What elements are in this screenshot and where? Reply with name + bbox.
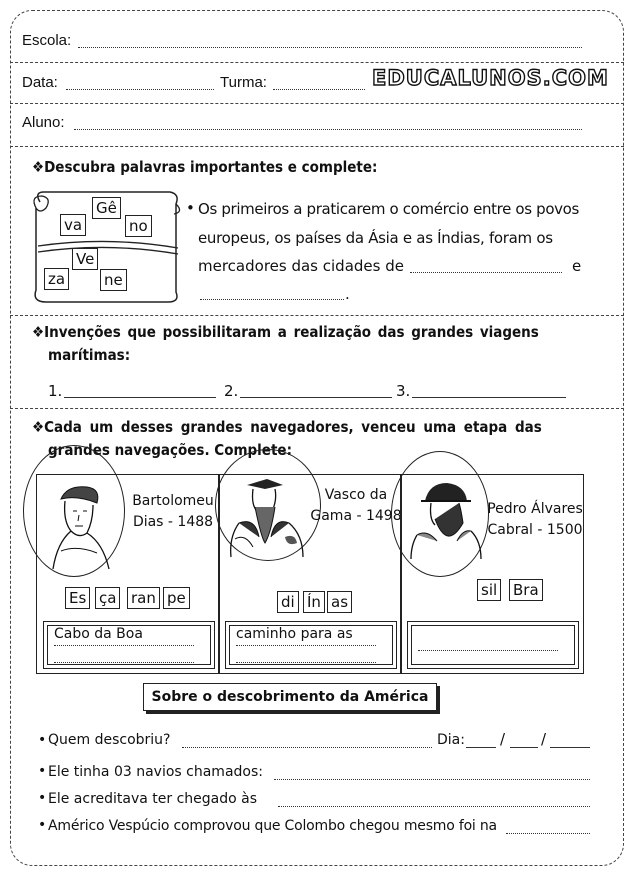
answer-line xyxy=(236,662,376,663)
q4-line: Ele tinha 03 navios chamados: xyxy=(48,764,263,780)
date-slash: / xyxy=(500,730,506,748)
q4-line: Quem descobriu? xyxy=(48,732,171,748)
section-title-box: Sobre o descobrimento da América xyxy=(143,683,437,711)
header-divider xyxy=(10,62,624,64)
data-label: Data: xyxy=(22,74,58,91)
syllable-box: za xyxy=(44,268,69,290)
syllable-box: di xyxy=(277,591,299,613)
escola-label: Escola: xyxy=(22,32,72,49)
syllable-box: Es xyxy=(65,587,90,609)
q4-line: Américo Vespúcio comprovou que Colombo chegou mesmo foi na xyxy=(48,818,497,834)
header-divider xyxy=(10,103,624,105)
question-2-title: marítimas: xyxy=(48,346,131,364)
syllable-box: ne xyxy=(100,269,127,291)
answer-line xyxy=(236,645,376,646)
bullet: • xyxy=(38,790,47,806)
answer-line xyxy=(64,396,216,398)
q1-text-line: Os primeiros a praticarem o comércio entre os povos xyxy=(198,200,579,218)
answer-text: Cabo da Boa xyxy=(54,626,143,642)
syllable-box: no xyxy=(125,215,152,237)
answer-line xyxy=(466,746,496,748)
bullet: • xyxy=(38,817,47,833)
navigator-name-line: Dias - 1488 xyxy=(132,514,214,530)
syllable-box: as xyxy=(327,591,352,613)
answer-line xyxy=(410,271,562,273)
section-divider xyxy=(10,315,624,317)
syllable-box: va xyxy=(60,214,86,236)
q1-text-end: . xyxy=(345,285,350,303)
syllable-box: pe xyxy=(163,587,190,609)
q1-text-line: europeus, os países da Ásia e as Índias, foram os xyxy=(198,229,553,247)
educalunos-logo: EDUCALUNOS.COM xyxy=(372,66,609,90)
syllable-box: Ve xyxy=(72,248,98,270)
syllable-box: Ín xyxy=(303,591,325,613)
answer-line xyxy=(412,396,566,398)
answer-line xyxy=(54,662,194,663)
header-divider xyxy=(10,146,624,148)
answer-text: caminho para as xyxy=(236,626,353,642)
bullet: • xyxy=(38,732,47,748)
navigator-panel xyxy=(400,474,584,674)
navigator-name-line: Vasco da xyxy=(324,487,388,503)
answer-line xyxy=(182,746,432,748)
navigator-name xyxy=(125,491,221,533)
navigator-name-line: Gama - 1498 xyxy=(310,508,402,524)
bartolomeu-portrait-icon xyxy=(47,481,113,571)
item-number: 1. xyxy=(48,382,63,400)
answer-line xyxy=(418,650,558,651)
turma-line xyxy=(273,88,365,90)
q4-line: Ele acreditava ter chegado às xyxy=(48,791,258,807)
navigator-name-line: Pedro Álvares xyxy=(487,501,583,517)
answer-line xyxy=(200,298,344,300)
answer-box-inner xyxy=(411,625,575,665)
bullet: • xyxy=(38,763,47,779)
navigator-name-line: Bartolomeu xyxy=(132,493,214,509)
answer-line xyxy=(54,645,194,646)
question-2-title: ❖Invenções que possibilitaram a realização das grandes viagens xyxy=(32,323,539,341)
navigator-panel xyxy=(36,474,220,674)
bullet: • xyxy=(186,199,195,217)
navigator-name-line: Cabral - 1500 xyxy=(487,522,583,538)
item-number: 2. xyxy=(224,382,239,400)
answer-line xyxy=(550,746,590,748)
q1-text-e: e xyxy=(572,257,582,275)
question-3-title: ❖Cada um desses grandes navegadores, venceu uma etapa das xyxy=(32,418,542,436)
dia-label: Dia: xyxy=(437,732,465,748)
aluno-label: Aluno: xyxy=(22,114,65,131)
answer-line xyxy=(278,805,590,807)
answer-box xyxy=(225,621,397,669)
answer-line xyxy=(274,778,590,780)
syllable-box: Gê xyxy=(92,197,121,219)
data-line xyxy=(66,88,214,90)
navigator-name xyxy=(309,485,403,527)
aluno-line xyxy=(74,128,582,130)
vasco-da-gama-portrait-icon xyxy=(225,477,307,559)
syllable-box: Bra xyxy=(509,579,543,601)
question-3-title: grandes navegações. Complete: xyxy=(48,441,292,459)
escola-line xyxy=(78,46,582,48)
question-1-title: ❖Descubra palavras importantes e complete: xyxy=(32,158,378,176)
answer-line xyxy=(510,746,538,748)
syllable-box: ran xyxy=(127,587,160,609)
answer-line xyxy=(240,396,392,398)
syllable-box: sil xyxy=(477,579,501,601)
turma-label: Turma: xyxy=(220,74,267,91)
answer-line xyxy=(506,832,590,834)
pedro-alvares-cabral-portrait-icon xyxy=(407,479,483,559)
syllable-box: ça xyxy=(95,587,120,609)
answer-box xyxy=(43,621,215,669)
section-divider xyxy=(10,408,624,410)
q1-text-line: mercadores das cidades de xyxy=(198,257,404,275)
answer-box xyxy=(407,621,579,669)
navigator-name xyxy=(485,499,585,541)
navigator-panel xyxy=(218,474,402,674)
date-slash: / xyxy=(541,730,547,748)
item-number: 3. xyxy=(396,382,411,400)
